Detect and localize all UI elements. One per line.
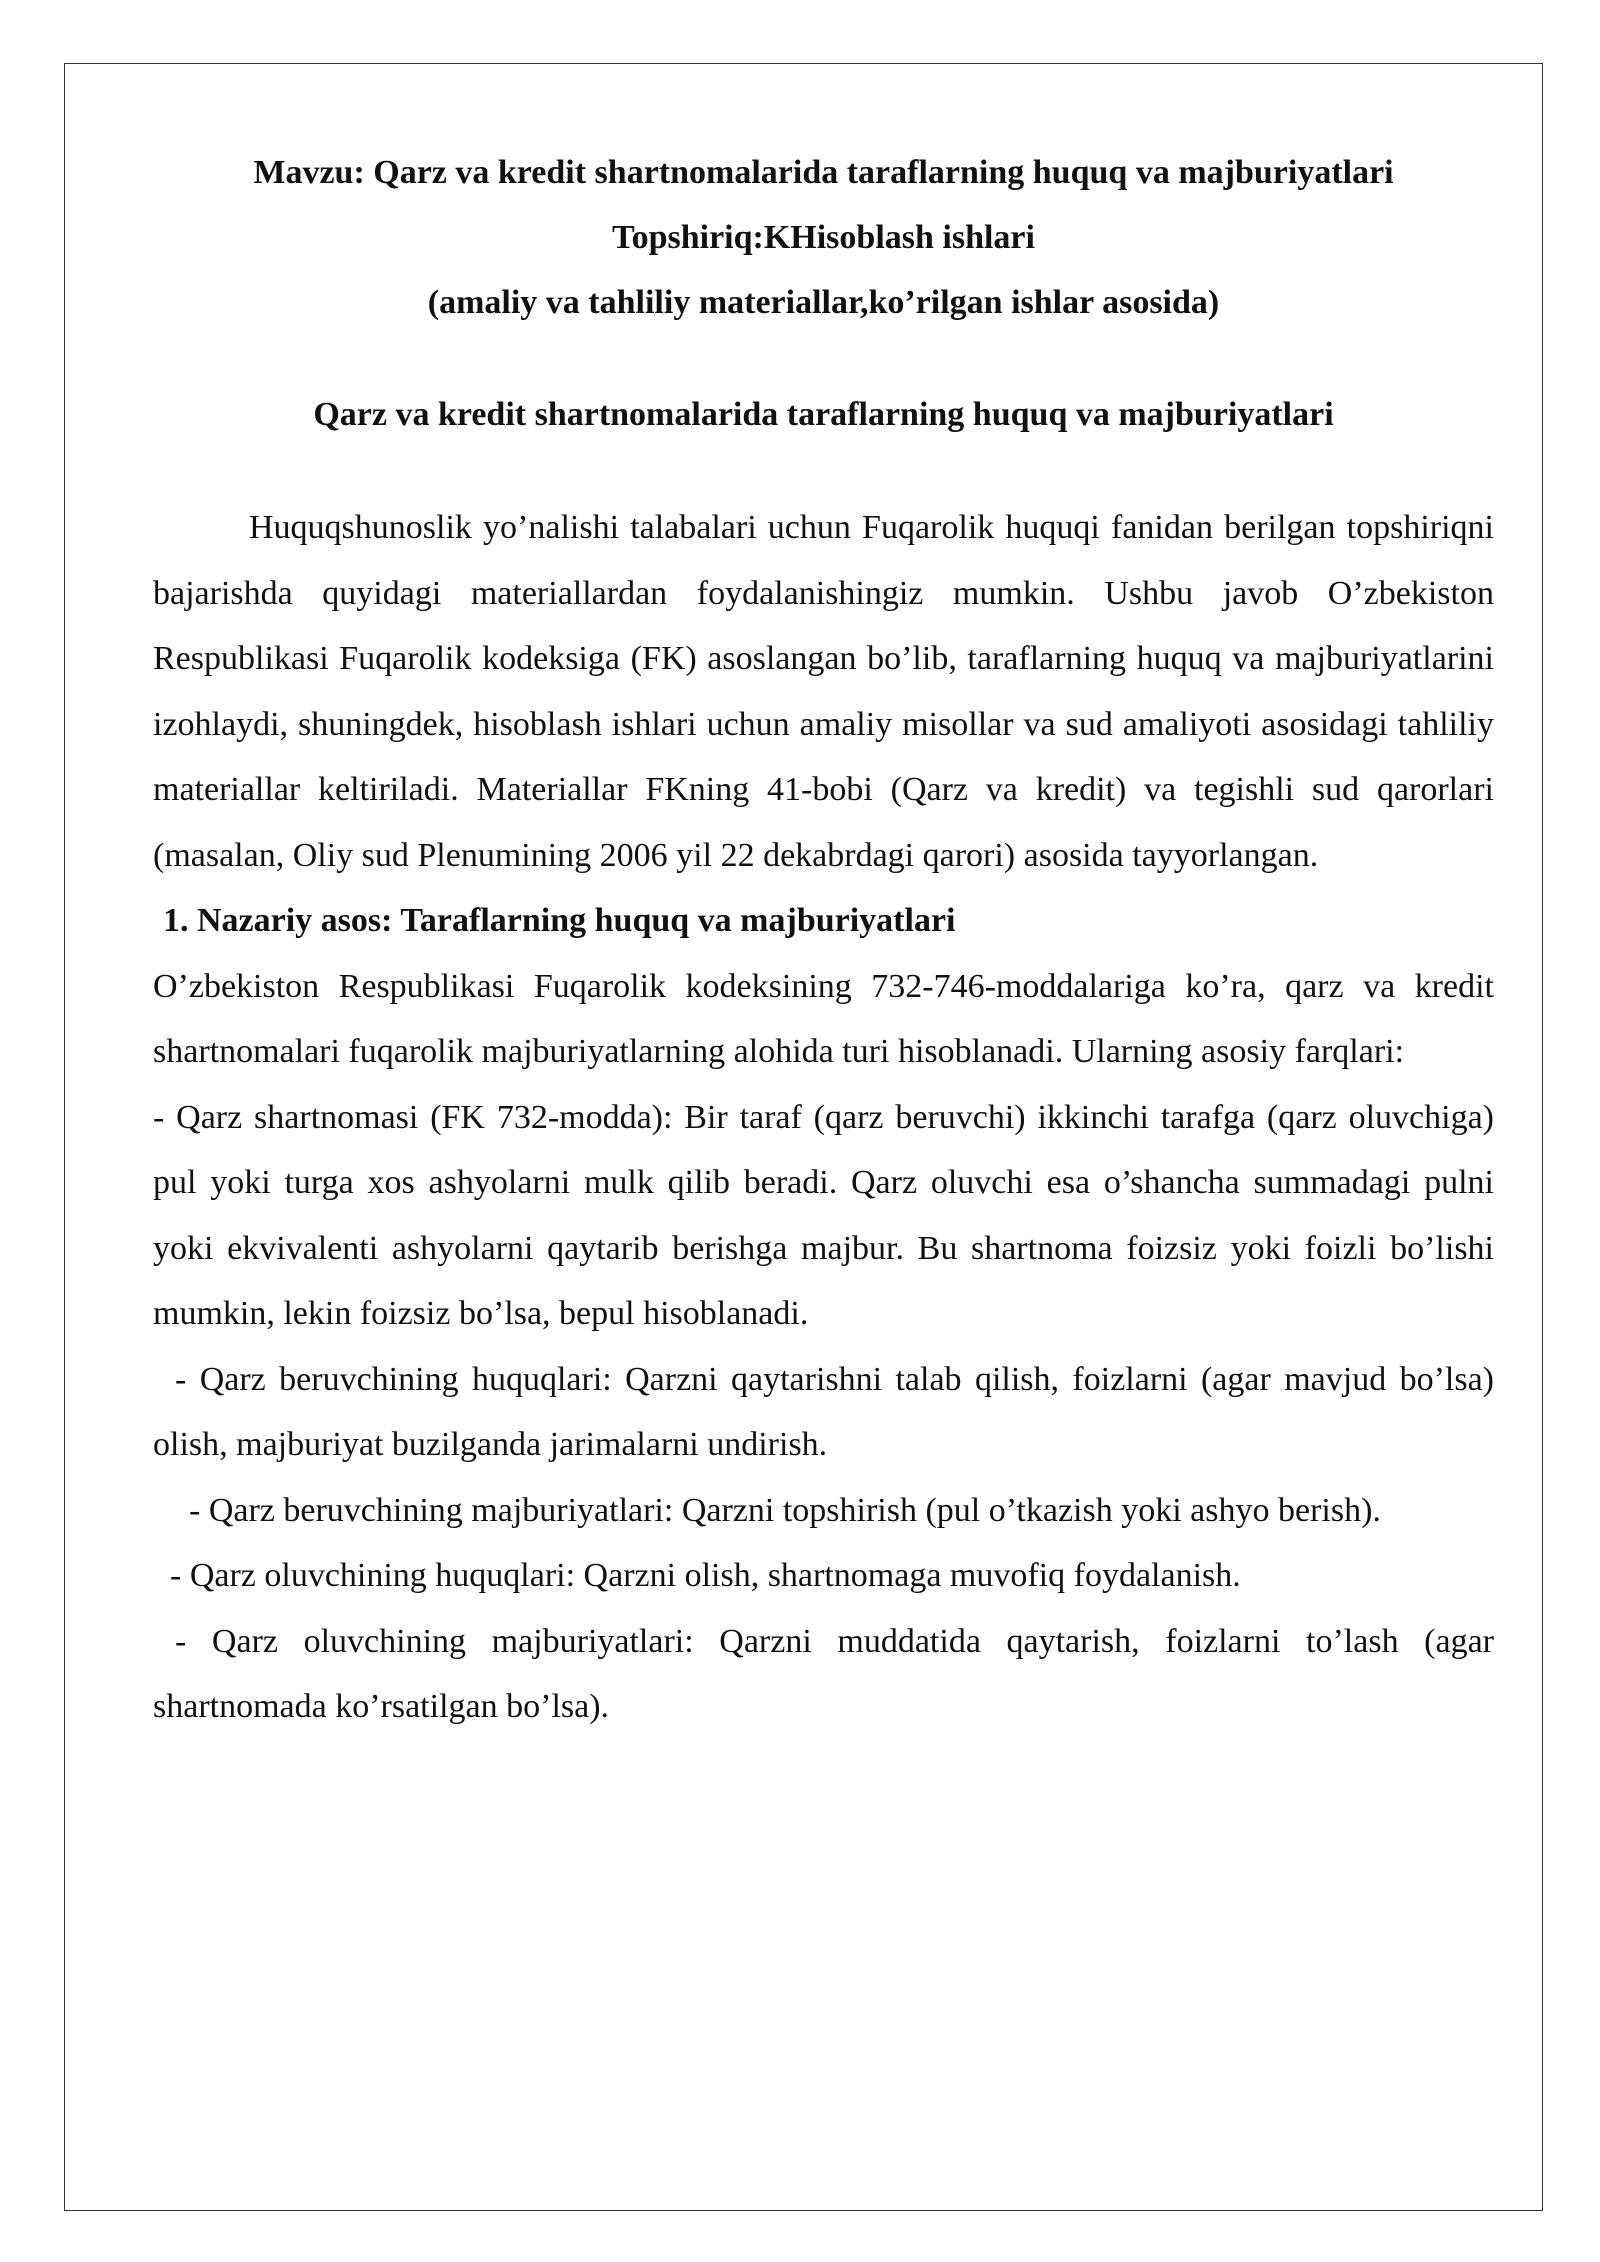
document-task-title: Topshiriq:KHisoblash ishlari xyxy=(612,219,1035,256)
loan-contract-paragraph: - Qarz shartnomasi (FK 732-modda): Bir taraf (qarz beruvchi) ikkinchi tarafga (qarz oluvchiga) pul yoki turga xos ashyolarni mulk qilib beradi. Qarz oluvchi esa o’shancha summadagi pulni yoki ekvivalenti ashyolarni qaytarib berishga majbur. Bu shartnoma foizsiz yoki foizli bo’lishi mumkin, lekin foizsiz bo’lsa, bepul hisoblanadi. xyxy=(153,1098,1494,1332)
borrower-obligations-item: - Qarz oluvchining majburiyatlari: Qarzni muddatida qaytarish, foizlarni to’lash (agar shartnomada ko’rsatilgan bo’lsa). xyxy=(153,1622,1494,1725)
document-body xyxy=(153,140,1494,1740)
borrower-rights-item: - Qarz oluvchining huquqlari: Qarzni olish, shartnomaga muvofiq foydalanish. xyxy=(170,1557,1241,1594)
lender-obligations-item: - Qarz beruvchining majburiyatlari: Qarzni topshirish (pul o’tkazish yoki ashyo berish). xyxy=(189,1491,1381,1529)
document-topic-title: Mavzu: Qarz va kredit shartnomalarida taraflarning huquq va majburiyatlari xyxy=(253,154,1394,191)
document-subtitle: (amaliy va tahliliy materiallar,ko’rilgan ishlar asosida) xyxy=(427,284,1220,321)
theory-paragraph: O’zbekiston Respublikasi Fuqarolik kodeksining 732-746-moddalariga ko’ra, qarz va kredit shartnomalari fuqarolik majburiyatlarning alohida turi hisoblanadi. Ularning asosiy farqlari: xyxy=(153,967,1494,1070)
section-heading-1: 1. Nazariy asos: Taraflarning huquq va majburiyatlari xyxy=(163,902,956,939)
section-title: Qarz va kredit shartnomalarida taraflarning huquq va majburiyatlari xyxy=(313,396,1334,433)
intro-paragraph: Huquqshunoslik yo’nalishi talabalari uchun Fuqarolik huquqi fanidan berilgan topshiriqni bajarishda quyidagi materiallardan foydalanishingiz mumkin. Ushbu javob O’zbekiston Respublikasi Fuqarolik kodeksiga (FK) asoslangan bo’lib, taraflarning huquq va majburiyatlarini izohlaydi, shuningdek, hisoblash ishlari uchun amaliy misollar va sud amaliyoti asosidagi tahliliy materiallar keltiriladi. Materiallar FKning 41-bobi (Qarz va kredit) va tegishli sud qarorlari (masalan, Oliy sud Plenumining 2006 yil 22 dekabrdagi qarori) asosida tayyorlangan. xyxy=(153,509,1494,874)
lender-rights-item: - Qarz beruvchining huquqlari: Qarzni qaytarishni talab qilish, foizlarni (agar mavjud bo’lsa) olish, majburiyat buzilganda jarimalarni undirish. xyxy=(153,1360,1494,1463)
